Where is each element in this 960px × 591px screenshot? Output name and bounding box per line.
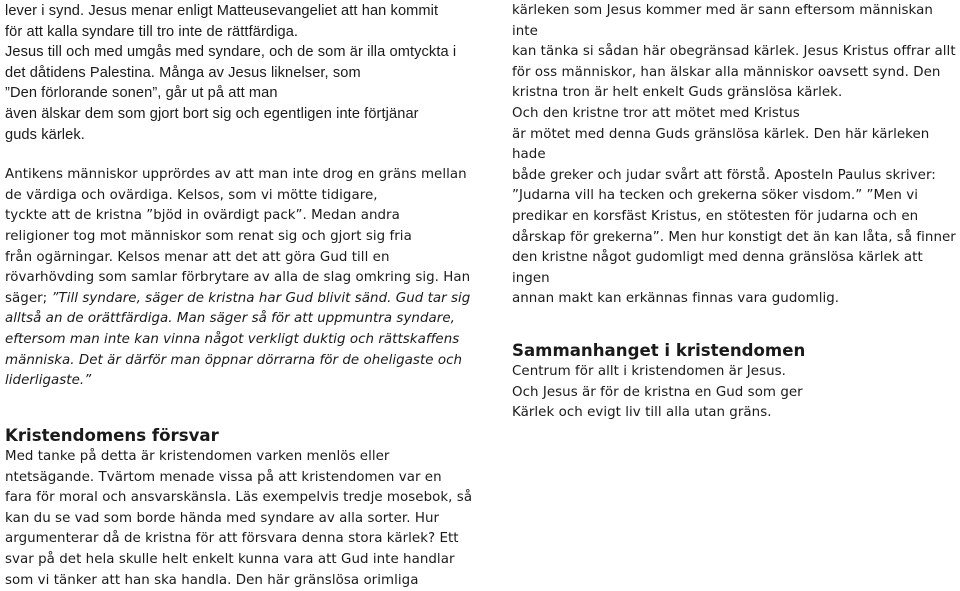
text-line: fara för moral och ansvarskänsla. Läs exempelvis tredje mosebok, så [5,490,473,506]
text-line: Och Jesus är för de kristna en Gud som ger [512,384,803,400]
text-line: Och den kristne tror att mötet med Kristus [512,105,800,121]
quote-line: liderligaste.” [5,373,92,389]
quote-text: ”Till syndare, säger de kristna har Gud blivit sänd. Gud tar sig [51,290,471,306]
text-line: kan tänka si sådan här obegränsad kärlek. Jesus Kristus offrar allt [512,44,956,60]
text-line: rövarhövding som samlar förbrytare av alla de slag omkring sig. Han [5,270,471,286]
text-line: Centrum för allt i kristendomen är Jesus. [512,363,786,379]
text-line: från ogärningar. Kelsos menar att det att göra Gud till en [5,249,390,265]
text-line: kärleken som Jesus kommer med är sann eftersom människan inte [512,3,933,39]
text-line: kristna tron är helt enkelt Guds gränslösa kärlek. [512,85,843,101]
text-line: annan makt kan erkännas finnas vara gudomlig. [512,291,840,307]
bottom-section [5,425,475,591]
text-line: för oss människor, han älskar alla människor oavsett synd. Den [512,64,941,80]
text-line: predikar en korsfäst Kristus, en stötesten för judarna och en [512,208,919,224]
text-line: de värdiga och ovärdiga. Kelsos, som vi mötte tidigare, [5,187,378,203]
text-line: Antikens människor upprördes av att man inte drog en gräns mellan [5,167,467,183]
quote-line: eftersom man inte kan vinna något verkligt duktig och rättskaffens [5,331,460,347]
text-line: ”Den förlorande sonen”, går ut på att man [5,85,278,102]
text-line: som vi tänker att han ska handla. Den här gränslösa orimliga [5,572,419,588]
text-line: både greker och judar svårt att förstå. Aposteln Paulus skriver: [512,167,936,183]
quote-line: alltså an de orättfärdiga. Man säger så för att uppmuntra syndare, [5,311,455,327]
text-line: argumenterar då de kristna för att försvara denna stora kärlek? Ett [5,531,459,547]
text-line: dårskap för grekerna”. Men hur konstigt det än kan låta, så finner [512,229,956,245]
section-heading: Sammanhanget i kristendomen [512,340,806,360]
section-heading: Kristendomens försvar [5,426,219,445]
text-line: även älskar dem som gjort bort sig och egentligen inte förtjänar [5,105,419,122]
text-line: lever i synd. Jesus menar enligt Matteusevangeliet att han kommit [5,3,439,19]
text-line: Kärlek och evigt liv till alla utan gräns. [512,405,772,421]
text-line [5,289,480,310]
text-line: den kristne något gudomligt med denna gränslösa kärlek att ingen [512,250,923,286]
text-line: tyckte att de kristna ”bjöd in ovärdigt pack”. Medan andra [5,208,400,224]
text-line: Jesus till och med umgås med syndare, och de som är illa omtyckta i [5,44,457,61]
quote-line: människa. Det är därför man öppnar dörrarna för de oheligaste och [5,352,463,368]
text-line: ntetsägande. Tvärtom menade vissa på att kristendomen var en [5,469,442,485]
left-column [5,1,480,392]
right-column [512,1,957,424]
text-line: är mötet med denna Guds gränslösa kärlek. Den här kärleken hade [512,126,930,163]
text-line: Med tanke på detta är kristendomen varken menlös eller [5,449,390,464]
text-line: kan du se vad som borde hända med syndare av alla sorter. Hur [5,510,440,526]
text-line: religioner tog mot människor som renat sig och gjort sig fria [5,228,412,244]
text-line: svar på det hela skulle helt enkelt kunna vara att Gud inte handlar [5,551,455,567]
text-line: guds kärlek. [5,126,85,143]
text-line: för att kalla syndare till tro inte de rättfärdiga. [5,23,299,40]
quote-intro: säger; [5,290,52,306]
text-line: det dåtidens Palestina. Många av Jesus liknelser, som [5,64,361,81]
text-line: ”Judarna vill ha tecken och grekerna söker visdom.” ”Men vi [512,188,919,204]
